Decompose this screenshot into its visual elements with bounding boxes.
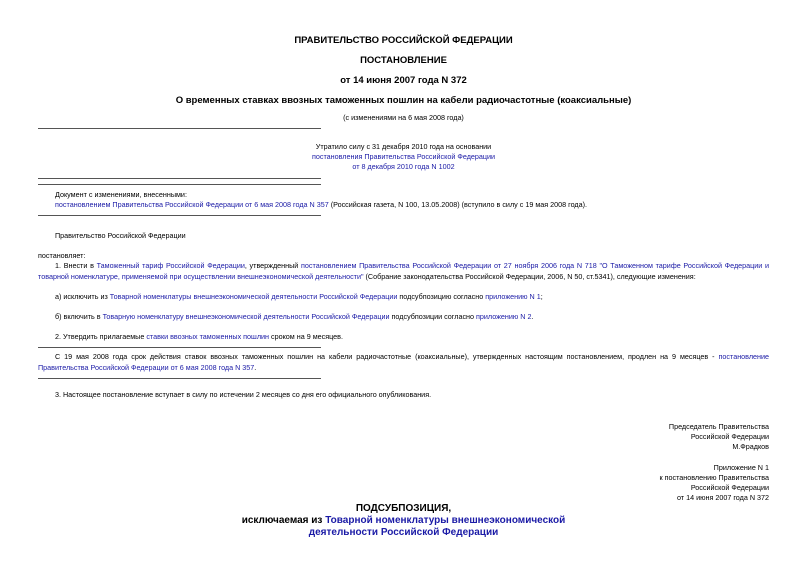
resolves: постановляет:: [38, 251, 86, 260]
subheading-line3[interactable]: деятельности Российской Федерации: [308, 527, 499, 538]
subheading-line2: исключаемая из Товарной номенклатуры внешнеэкономической: [241, 515, 566, 526]
resolution-357-link[interactable]: постановление Правительства Российской Федерации от 6 мая 2008 года N 357: [38, 352, 769, 372]
nomenclature-link-b[interactable]: Товарную номенклатуру внешнеэкономической деятельности Российской Федерации: [102, 312, 390, 321]
preamble: Правительство Российской Федерации: [55, 231, 186, 240]
changes-intro: Документ с изменениями, внесенными:: [55, 190, 187, 199]
signature-name: М.Фрадков: [732, 442, 769, 451]
document-date-number: от 14 июня 2007 года N 372: [340, 75, 467, 86]
paragraph-2: 2. Утвердить прилагаемые ставки ввозных таможенных пошлин сроком на 9 месяцев.: [55, 332, 343, 341]
divider: [38, 347, 321, 348]
signature-position-line2: Российской Федерации: [690, 432, 769, 441]
appendix-1-link[interactable]: приложению N 1: [485, 292, 541, 301]
appendix-2-link[interactable]: приложению N 2: [476, 312, 532, 321]
divider: [38, 178, 321, 179]
paragraph-2-note: С 19 мая 2008 года срок действия ставок ввозных таможенных пошлин на кабели радиочастотные (коаксиальные), утвержденных настоящим постановлением, продлен на 9 месяцев - постановление Правительства Российской Федерации от 6 мая 2008 года N 357.: [38, 352, 769, 372]
changes-line: [55, 200, 587, 211]
paragraph-a: а) исключить из Товарной номенклатуры внешнеэкономической деятельности Российской Федерации подсубпозицию согласно приложению N 1;: [55, 292, 543, 301]
changes-link[interactable]: постановлением Правительства Российской Федерации от 6 мая 2008 года N 357: [55, 200, 329, 209]
expired-note: Утратило силу с 31 декабря 2010 года на основании: [315, 142, 492, 151]
expired-link-line2[interactable]: от 8 декабря 2010 года N 1002: [352, 162, 455, 171]
paragraph-3: 3. Настоящее постановление вступает в силу по истечении 2 месяцев со дня его официального опубликования.: [55, 390, 432, 399]
paragraph-1: 1. Внести в Таможенный тариф Российской Федерации, утвержденный постановлением Правительства Российской Федерации от 27 ноября 2006 года N 718 "О Таможенном тарифе Российской Федерации и товарной номенклатуре, применяемой при осуществлении внешнеэкономической деятельности" (Собрание законодательства Российской Федерации, 2006, N 50, ст.5341), следующие изменения:: [38, 261, 770, 281]
nomenclature-link-a[interactable]: Товарной номенклатуры внешнеэкономической деятельности Российской Федерации: [109, 292, 398, 301]
divider: [38, 378, 321, 379]
subheading-nomenclature-link[interactable]: Товарной номенклатуры внешнеэкономической: [325, 515, 566, 526]
appendix-line2: к постановлению Правительства: [659, 473, 769, 482]
divider: [38, 215, 321, 216]
appendix-line4: от 14 июня 2007 года N 372: [676, 493, 769, 502]
paragraph-b: б) включить в Товарную номенклатуру внешнеэкономической деятельности Российской Федерации подсубпозиции согласно приложению N 2.: [55, 312, 534, 321]
divider: [38, 184, 321, 185]
appendix-line3: Российской Федерации: [690, 483, 769, 492]
changes-source: (Российская газета, N 100, 13.05.2008) (вступило в силу с 19 мая 2008 года).: [328, 200, 588, 209]
rates-link[interactable]: ставки ввозных таможенных пошлин: [146, 332, 269, 341]
amended-note: (с изменениями на 6 мая 2008 года): [343, 113, 464, 122]
government-title: ПРАВИТЕЛЬСТВО РОССИЙСКОЙ ФЕДЕРАЦИИ: [294, 35, 513, 46]
expired-link-line1[interactable]: постановления Правительства Российской Федерации: [311, 152, 496, 161]
signature-position-line1: Председатель Правительства: [668, 422, 769, 431]
customs-tariff-link[interactable]: Таможенный тариф Российской Федерации: [96, 261, 245, 270]
appendix-line1: Приложение N 1: [713, 463, 769, 472]
document-type: ПОСТАНОВЛЕНИЕ: [360, 55, 447, 66]
resolution-718-link[interactable]: постановлением Правительства Российской Федерации от 27 ноября 2006 года N 718 "О Таможенном тарифе Российской Федерации и товарной номенклатуре, применяемой при осуществлении внешнеэкономической деятельности": [38, 261, 770, 281]
divider: [38, 128, 321, 129]
subheading-title: ПОДСУБПОЗИЦИЯ,: [355, 503, 452, 514]
document-title: О временных ставках ввозных таможенных пошлин на кабели радиочастотные (коаксиальные): [175, 95, 632, 106]
